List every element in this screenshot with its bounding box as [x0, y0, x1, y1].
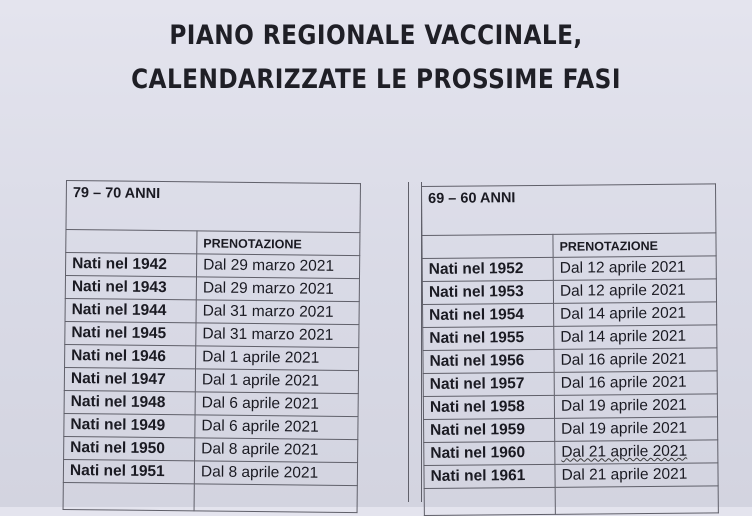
blank-header-cell — [422, 234, 553, 258]
table-row — [64, 436, 358, 462]
booking-date-cell: Dal 1 aprile 2021 — [196, 346, 359, 371]
age-group-header: 69 – 60 ANNI — [422, 184, 716, 236]
table-row — [422, 279, 716, 305]
booking-date-text: Dal 21 aprile 2021 — [561, 442, 688, 461]
age-group-header: 79 – 70 ANNI — [66, 181, 360, 233]
table-divider — [408, 182, 422, 502]
booking-date-cell: Dal 19 aprile 2021 — [555, 417, 718, 441]
birth-year-cell: Nati nel 1945 — [65, 321, 196, 345]
booking-date-cell: Dal 31 marzo 2021 — [196, 323, 359, 348]
table-row — [65, 298, 359, 324]
birth-year-cell: Nati nel 1949 — [64, 413, 195, 437]
table-row — [423, 302, 717, 328]
booking-date-cell: Dal 8 aprile 2021 — [194, 461, 357, 486]
booking-date-cell: Dal 29 marzo 2021 — [196, 277, 359, 302]
booking-date-cell: Dal 1 aprile 2021 — [195, 369, 358, 394]
booking-date-cell: Dal 8 aprile 2021 — [195, 438, 358, 463]
table-row — [64, 367, 358, 393]
schedule-table-69-60 — [421, 183, 719, 516]
empty-cell — [424, 487, 555, 515]
birth-year-cell: Nati nel 1944 — [65, 298, 196, 322]
birth-year-cell: Nati nel 1957 — [423, 372, 554, 396]
birth-year-cell: Nati nel 1942 — [65, 253, 196, 277]
booking-date-cell — [555, 440, 718, 464]
birth-year-cell: Nati nel 1951 — [63, 459, 194, 483]
blank-header-cell — [66, 230, 197, 254]
table-row — [424, 417, 718, 443]
booking-date-cell: Dal 21 aprile 2021 — [555, 463, 718, 487]
booking-column-header: PRENOTAZIONE — [553, 233, 716, 257]
table-row — [65, 276, 359, 302]
birth-year-cell: Nati nel 1943 — [65, 276, 196, 300]
table-row — [65, 321, 359, 347]
table-row — [65, 344, 359, 370]
birth-year-cell: Nati nel 1950 — [64, 436, 195, 460]
booking-date-cell: Dal 16 aprile 2021 — [554, 348, 717, 372]
empty-row — [63, 482, 357, 512]
birth-year-cell: Nati nel 1954 — [423, 303, 554, 327]
table-row — [424, 440, 718, 466]
booking-date-cell: Dal 31 marzo 2021 — [196, 300, 359, 325]
table-row — [65, 253, 359, 279]
table-row — [423, 394, 717, 420]
table-row — [422, 256, 716, 282]
table-row — [423, 325, 717, 351]
booking-date-cell: Dal 14 aprile 2021 — [554, 302, 717, 326]
booking-date-cell: Dal 29 marzo 2021 — [196, 254, 359, 279]
empty-row — [424, 486, 718, 516]
birth-year-cell: Nati nel 1952 — [422, 257, 553, 281]
birth-year-cell: Nati nel 1955 — [423, 326, 554, 350]
booking-date-cell: Dal 14 aprile 2021 — [554, 325, 717, 349]
booking-column-header: PRENOTAZIONE — [197, 231, 360, 256]
table-row — [64, 390, 358, 416]
booking-date-cell: Dal 6 aprile 2021 — [195, 392, 358, 417]
empty-cell — [194, 484, 357, 513]
birth-year-cell: Nati nel 1961 — [424, 464, 555, 488]
page-title-line-1: PIANO REGIONALE VACCINALE, — [169, 20, 583, 51]
birth-year-cell: Nati nel 1953 — [422, 280, 553, 304]
booking-date-cell: Dal 19 aprile 2021 — [554, 394, 717, 418]
schedule-table-79-70 — [63, 180, 361, 513]
table-row — [423, 371, 717, 397]
booking-date-cell: Dal 12 aprile 2021 — [553, 279, 716, 303]
birth-year-cell: Nati nel 1958 — [423, 395, 554, 419]
table-row — [63, 459, 357, 485]
birth-year-cell: Nati nel 1948 — [64, 390, 195, 414]
birth-year-cell: Nati nel 1956 — [423, 349, 554, 373]
table-row — [423, 348, 717, 374]
page-title-line-2: CALENDARIZZATE LE PROSSIME FASI — [131, 64, 621, 95]
table-row — [424, 463, 718, 489]
birth-year-cell: Nati nel 1946 — [65, 344, 196, 368]
booking-date-cell: Dal 16 aprile 2021 — [554, 371, 717, 395]
birth-year-cell: Nati nel 1959 — [424, 418, 555, 442]
booking-date-cell: Dal 6 aprile 2021 — [195, 415, 358, 440]
empty-cell — [555, 486, 718, 514]
table-row — [64, 413, 358, 439]
birth-year-cell: Nati nel 1947 — [64, 367, 195, 391]
booking-date-cell: Dal 12 aprile 2021 — [553, 256, 716, 280]
birth-year-cell: Nati nel 1960 — [424, 441, 555, 465]
